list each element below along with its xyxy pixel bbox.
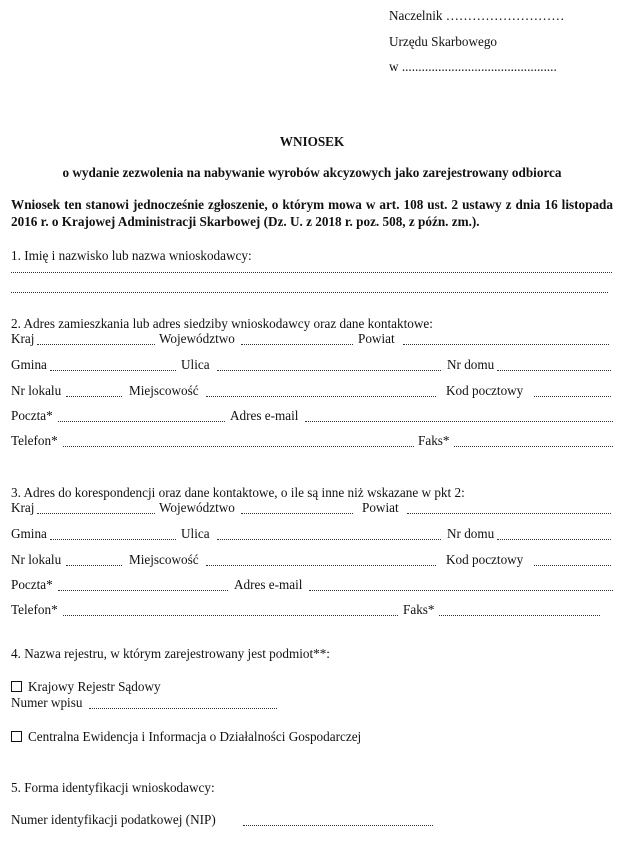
s3-gmina-field[interactable] bbox=[50, 539, 176, 540]
s2-faks-field[interactable] bbox=[454, 446, 613, 447]
s3-nr-domu-field[interactable] bbox=[497, 539, 611, 540]
s3-kod-field[interactable] bbox=[534, 565, 611, 566]
s2-poczta-field[interactable] bbox=[58, 421, 225, 422]
s2-wojewodztwo-field[interactable] bbox=[241, 344, 353, 345]
section-4-label: 4. Nazwa rejestru, w którym zarejestrowany jest podmiot**: bbox=[11, 646, 330, 661]
section-3-label: 3. Adres do korespondencji oraz dane kontaktowe, o ile są inne niż wskazane w pkt 2: bbox=[11, 485, 465, 500]
s3-gmina-label: Gmina bbox=[11, 526, 47, 541]
s3-nr-lokalu-label: Nr lokalu bbox=[11, 552, 62, 567]
s3-nr-domu-label: Nr domu bbox=[447, 526, 495, 541]
ceidg-option[interactable] bbox=[11, 729, 361, 745]
numer-wpisu-label: Numer wpisu bbox=[11, 695, 83, 710]
s3-nr-lokalu-field[interactable] bbox=[66, 565, 122, 566]
s2-poczta-label: Poczta* bbox=[11, 408, 53, 423]
numer-wpisu-field[interactable] bbox=[89, 708, 277, 709]
s2-nr-domu-field[interactable] bbox=[497, 370, 611, 371]
s3-ulica-field[interactable] bbox=[217, 539, 441, 540]
s2-nr-domu-label: Nr domu bbox=[447, 357, 495, 372]
s2-kraj-field[interactable] bbox=[37, 344, 155, 345]
s3-miejscowosc-field[interactable] bbox=[206, 565, 436, 566]
s3-ulica-label: Ulica bbox=[181, 526, 210, 541]
s2-gmina-field[interactable] bbox=[50, 370, 176, 371]
intro-paragraph: Wniosek ten stanowi jednocześnie zgłoszenie, o którym mowa w art. 108 ust. 2 ustawy z dnia 16 listopada 2016 r. o Krajowej Administracji Skarbowej (Dz. U. z 2018 r. poz. 508, z późn. zm.). bbox=[11, 197, 613, 229]
s2-wojewodztwo-label: Województwo bbox=[159, 331, 235, 346]
s3-email-field[interactable] bbox=[309, 590, 613, 591]
s2-kod-label: Kod pocztowy bbox=[446, 383, 524, 398]
krs-option[interactable] bbox=[11, 679, 161, 695]
nip-field[interactable] bbox=[243, 825, 433, 826]
s2-nr-lokalu-field[interactable] bbox=[66, 396, 122, 397]
krs-label: Krajowy Rejestr Sądowy bbox=[28, 679, 161, 694]
s2-telefon-field[interactable] bbox=[63, 446, 414, 447]
s2-nr-lokalu-label: Nr lokalu bbox=[11, 383, 62, 398]
s3-faks-label: Faks* bbox=[403, 602, 435, 617]
s3-telefon-field[interactable] bbox=[63, 615, 398, 616]
s2-ulica-field[interactable] bbox=[217, 370, 441, 371]
s2-email-field[interactable] bbox=[305, 421, 613, 422]
addressee-line-3: w ............................................... bbox=[389, 59, 557, 74]
section-2-label: 2. Adres zamieszkania lub adres siedziby wnioskodawcy oraz dane kontaktowe: bbox=[11, 316, 433, 331]
s3-poczta-field[interactable] bbox=[58, 590, 228, 591]
ceidg-label: Centralna Ewidencja i Informacja o Działalności Gospodarczej bbox=[28, 729, 362, 744]
s3-wojewodztwo-field[interactable] bbox=[241, 513, 353, 514]
s3-telefon-label: Telefon* bbox=[11, 602, 58, 617]
krs-checkbox[interactable] bbox=[11, 681, 22, 692]
section-1-label: 1. Imię i nazwisko lub nazwa wnioskodawcy: bbox=[11, 248, 252, 263]
document-subtitle: o wydanie zezwolenia na nabywanie wyrobów akcyzowych jako zarejestrowany odbiorca bbox=[62, 165, 562, 180]
s3-kod-label: Kod pocztowy bbox=[446, 552, 524, 567]
s2-powiat-field[interactable] bbox=[403, 344, 609, 345]
s2-powiat-label: Powiat bbox=[358, 331, 395, 346]
document-title: WNIOSEK bbox=[279, 134, 345, 149]
s2-miejscowosc-label: Miejscowość bbox=[129, 383, 199, 398]
s3-kraj-field[interactable] bbox=[37, 513, 155, 514]
name-field-line-1[interactable] bbox=[11, 272, 612, 273]
s3-email-label: Adres e-mail bbox=[234, 577, 303, 592]
s3-powiat-field[interactable] bbox=[407, 513, 611, 514]
s2-miejscowosc-field[interactable] bbox=[206, 396, 436, 397]
addressee-line-1: Naczelnik ……………………… bbox=[389, 8, 565, 23]
s3-miejscowosc-label: Miejscowość bbox=[129, 552, 199, 567]
addressee-line-2: Urzędu Skarbowego bbox=[389, 34, 498, 49]
s2-gmina-label: Gmina bbox=[11, 357, 47, 372]
section-5-label: 5. Forma identyfikacji wnioskodawcy: bbox=[11, 780, 215, 795]
s3-poczta-label: Poczta* bbox=[11, 577, 53, 592]
name-field-line-2[interactable] bbox=[11, 292, 608, 293]
s2-faks-label: Faks* bbox=[418, 433, 450, 448]
s3-powiat-label: Powiat bbox=[362, 500, 399, 515]
s3-wojewodztwo-label: Województwo bbox=[159, 500, 235, 515]
s2-kod-field[interactable] bbox=[534, 396, 611, 397]
s3-faks-field[interactable] bbox=[439, 615, 600, 616]
s2-kraj-label: Kraj bbox=[11, 331, 35, 346]
ceidg-checkbox[interactable] bbox=[11, 731, 22, 742]
s2-ulica-label: Ulica bbox=[181, 357, 210, 372]
s2-telefon-label: Telefon* bbox=[11, 433, 58, 448]
nip-label: Numer identyfikacji podatkowej (NIP) bbox=[11, 812, 216, 827]
s2-email-label: Adres e-mail bbox=[230, 408, 299, 423]
s3-kraj-label: Kraj bbox=[11, 500, 35, 515]
